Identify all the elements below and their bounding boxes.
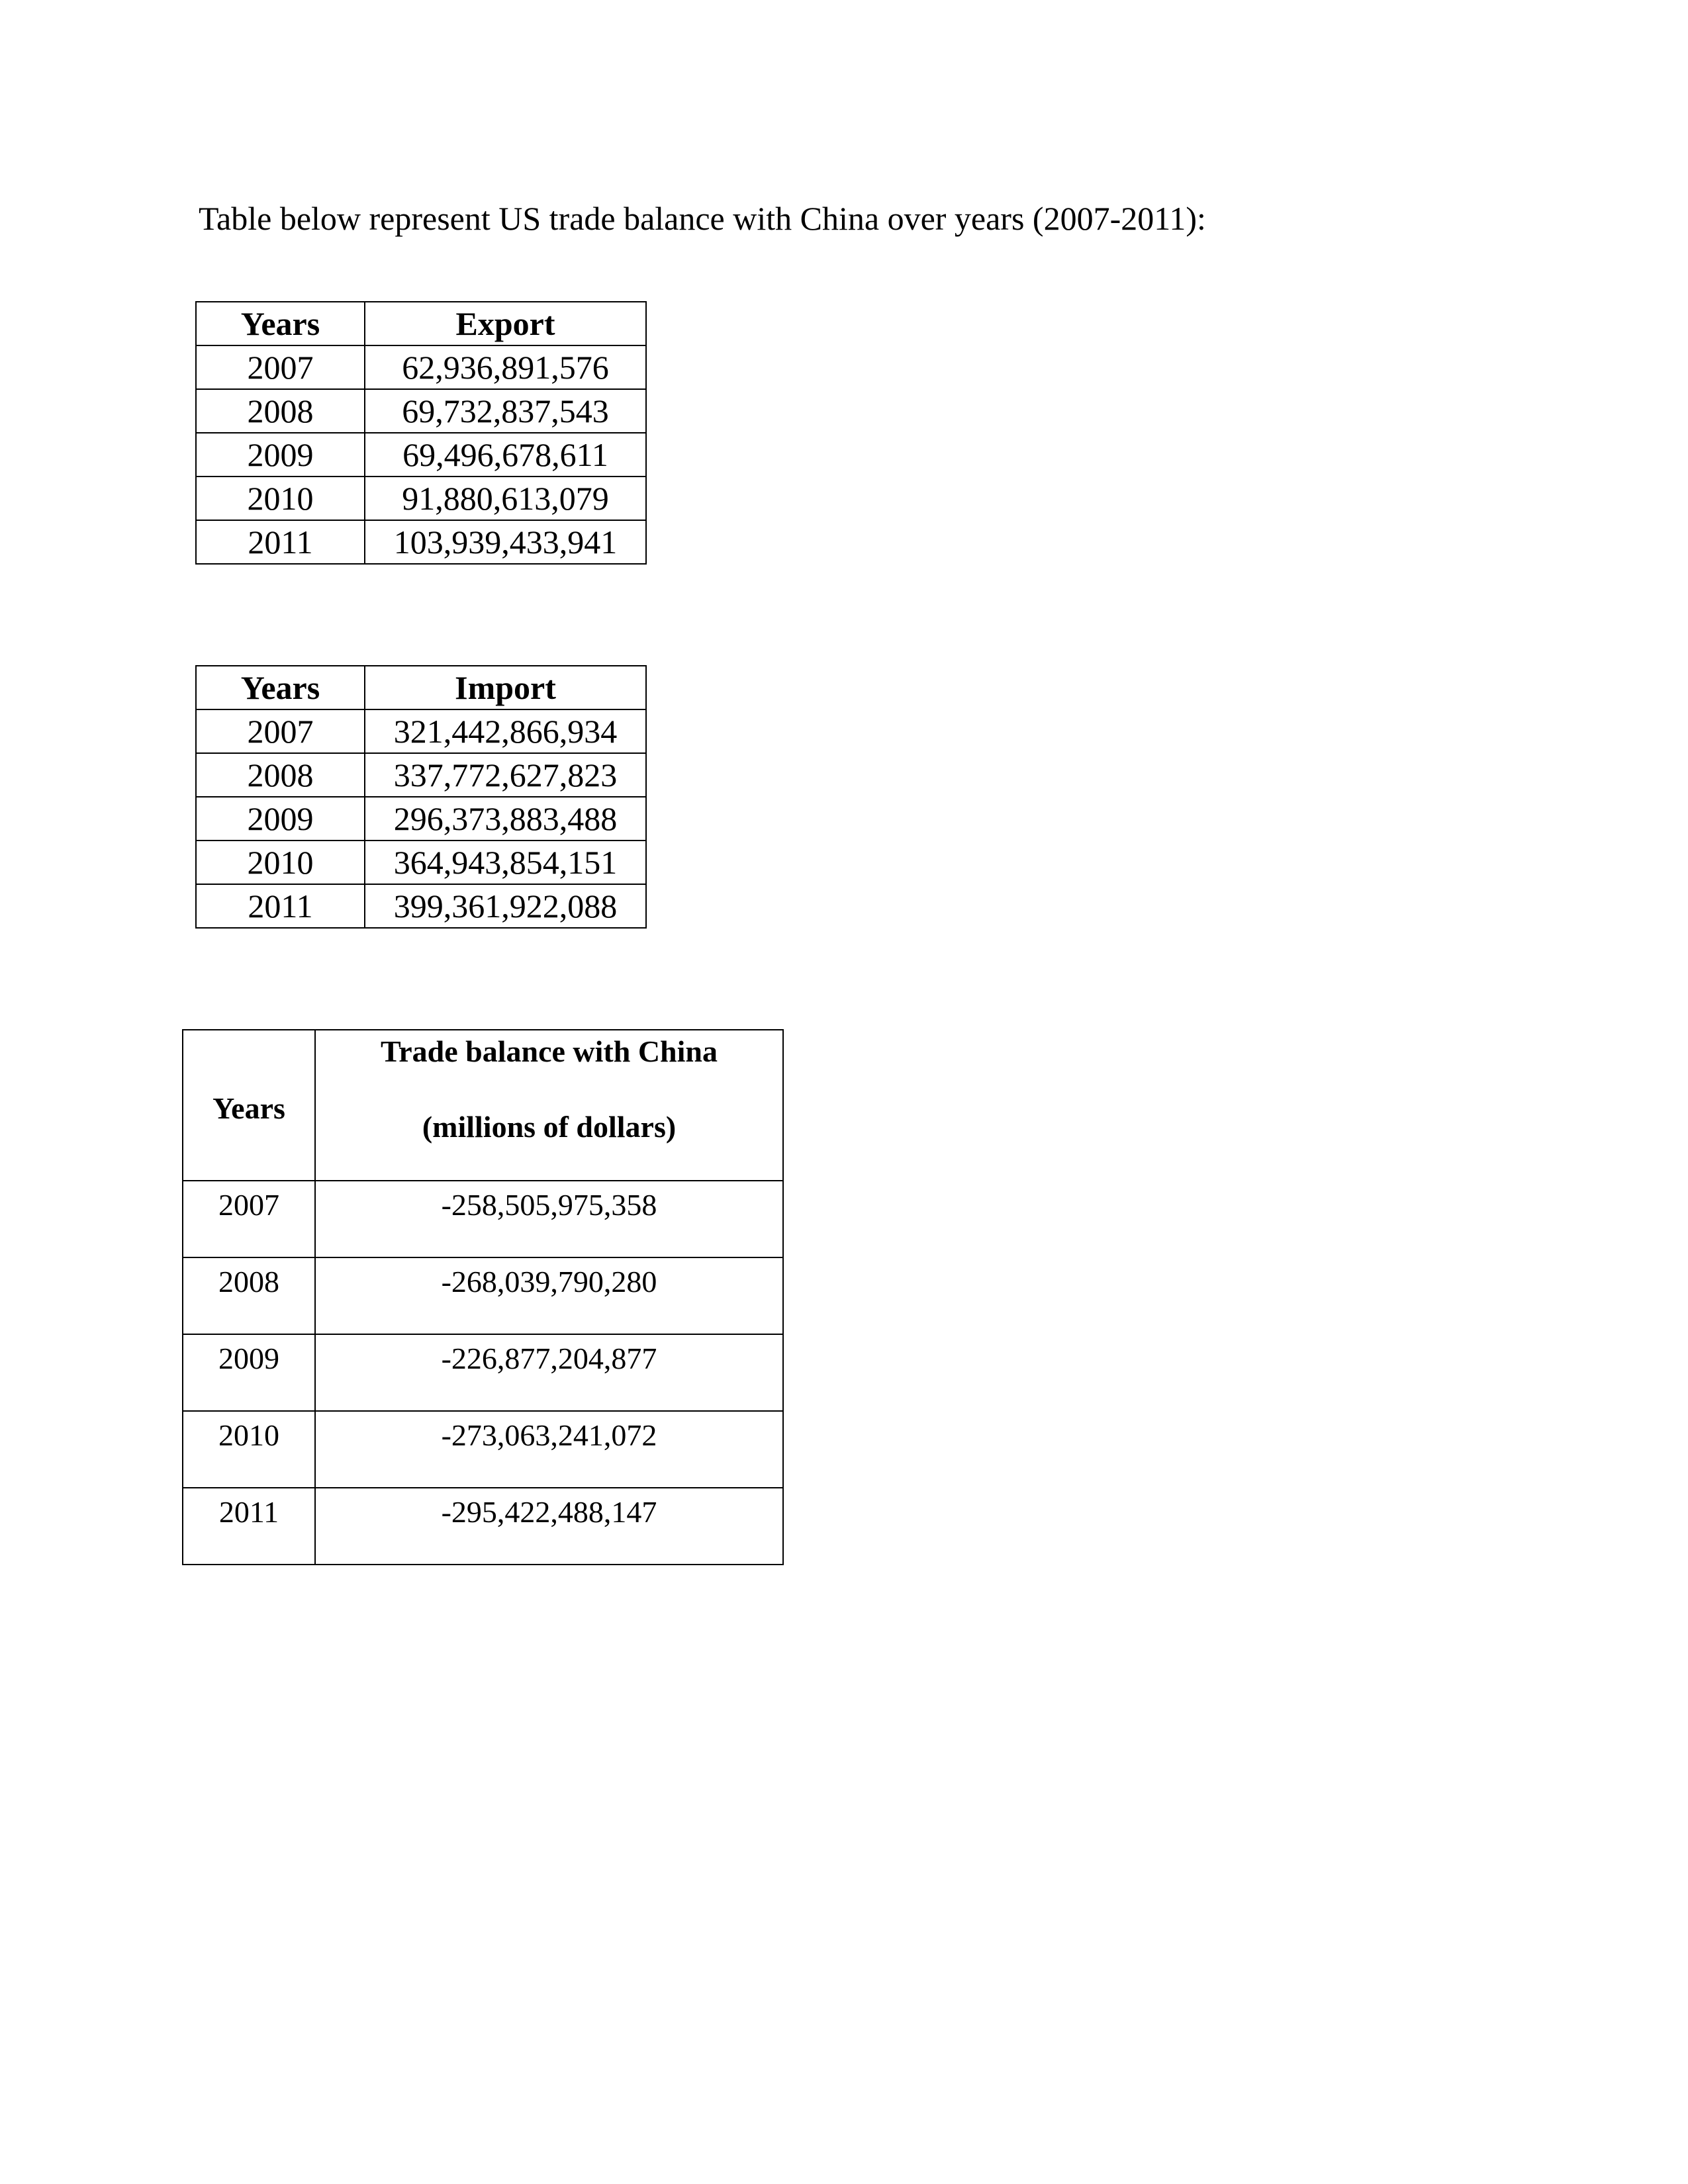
year-cell: 2010 — [183, 1411, 315, 1488]
table-row — [183, 1334, 783, 1411]
table-row — [183, 1257, 783, 1334]
column-header-years: Years — [196, 666, 365, 709]
trade-balance-table — [182, 1029, 784, 1565]
table-row — [196, 797, 646, 841]
year-cell: 2008 — [196, 753, 365, 797]
balance-value-cell: -258,505,975,358 — [315, 1181, 783, 1257]
table-row — [196, 389, 646, 433]
import-value-cell: 337,772,627,823 — [365, 753, 646, 797]
year-cell: 2010 — [196, 477, 365, 520]
year-cell: 2007 — [196, 709, 365, 753]
balance-value-cell: -268,039,790,280 — [315, 1257, 783, 1334]
year-cell: 2009 — [183, 1334, 315, 1411]
import-value-cell: 296,373,883,488 — [365, 797, 646, 841]
table-row — [196, 520, 646, 564]
table-row — [196, 753, 646, 797]
trade-balance-unit: (millions of dollars) — [422, 1110, 677, 1144]
import-value-cell: 364,943,854,151 — [365, 841, 646, 884]
year-cell: 2009 — [196, 433, 365, 477]
table-header-row — [196, 302, 646, 345]
year-cell: 2011 — [183, 1488, 315, 1565]
export-table — [195, 301, 647, 565]
year-cell: 2009 — [196, 797, 365, 841]
balance-value-cell: -226,877,204,877 — [315, 1334, 783, 1411]
table-row — [196, 477, 646, 520]
trade-balance-title: Trade balance with China — [380, 1034, 718, 1068]
year-cell: 2011 — [196, 520, 365, 564]
year-cell: 2007 — [196, 345, 365, 389]
export-value-cell: 103,939,433,941 — [365, 520, 646, 564]
balance-value-cell: -273,063,241,072 — [315, 1411, 783, 1488]
export-value-cell: 69,496,678,611 — [365, 433, 646, 477]
table-row — [196, 345, 646, 389]
table-row — [183, 1181, 783, 1257]
export-value-cell: 91,880,613,079 — [365, 477, 646, 520]
year-cell: 2008 — [196, 389, 365, 433]
column-header-export: Export — [365, 302, 646, 345]
import-value-cell: 399,361,922,088 — [365, 884, 646, 928]
table-header-row — [196, 666, 646, 709]
intro-text: Table below represent US trade balance with China over years (2007-2011): — [199, 200, 1206, 237]
year-cell: 2010 — [196, 841, 365, 884]
table-row — [183, 1411, 783, 1488]
export-value-cell: 69,732,837,543 — [365, 389, 646, 433]
column-header-trade-balance — [315, 1030, 783, 1181]
export-value-cell: 62,936,891,576 — [365, 345, 646, 389]
column-header-years: Years — [183, 1030, 315, 1181]
import-table — [195, 665, 647, 929]
year-cell: 2011 — [196, 884, 365, 928]
table-row — [196, 433, 646, 477]
table-header-row — [183, 1030, 783, 1181]
year-cell: 2008 — [183, 1257, 315, 1334]
table-row — [196, 884, 646, 928]
table-row — [183, 1488, 783, 1565]
year-cell: 2007 — [183, 1181, 315, 1257]
column-header-import: Import — [365, 666, 646, 709]
table-row — [196, 841, 646, 884]
column-header-years: Years — [196, 302, 365, 345]
balance-value-cell: -295,422,488,147 — [315, 1488, 783, 1565]
import-value-cell: 321,442,866,934 — [365, 709, 646, 753]
table-row — [196, 709, 646, 753]
